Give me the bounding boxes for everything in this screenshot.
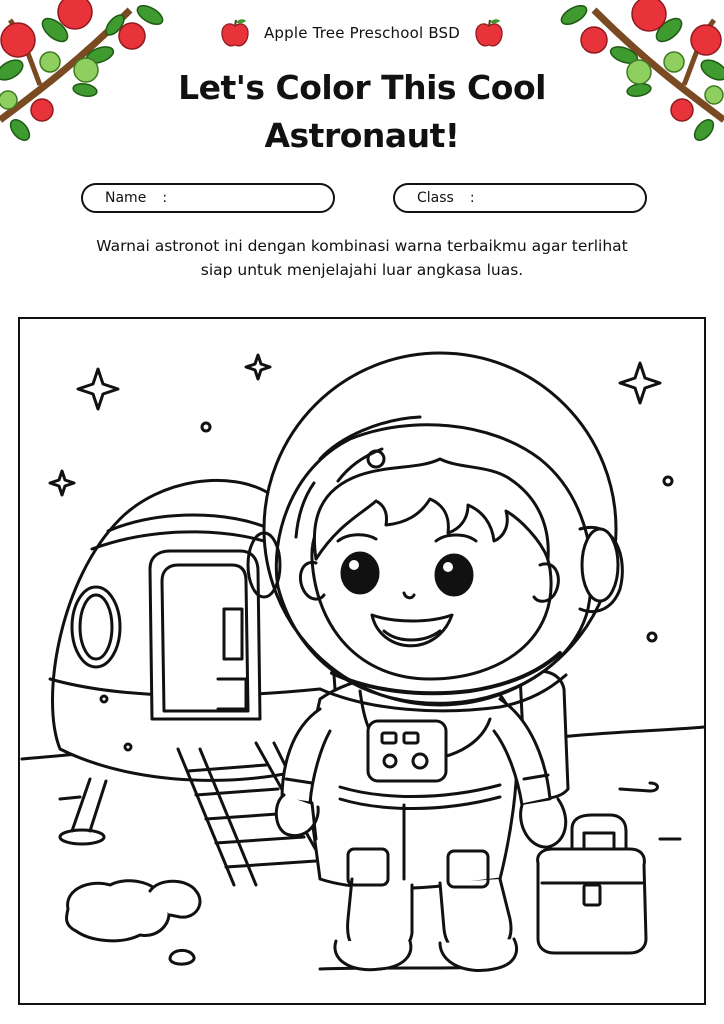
star-icon (50, 471, 74, 495)
star-icon (246, 355, 270, 379)
class-label: Class (417, 190, 454, 206)
class-field[interactable] (393, 183, 647, 213)
page-title (60, 64, 664, 160)
coloring-frame (18, 317, 706, 1005)
school-header (0, 16, 724, 50)
school-name: Apple Tree Preschool BSD (263, 24, 461, 42)
name-field[interactable] (81, 183, 335, 213)
name-label: Name (105, 190, 147, 206)
title-line-1: Let's Color This Cool (178, 68, 546, 107)
class-separator: : (469, 190, 475, 206)
star-icon (620, 363, 660, 403)
apple-icon (474, 17, 504, 49)
astronaut-illustration (20, 319, 704, 1003)
star-icon (78, 369, 118, 409)
instruction-line-2: siap untuk menjelajahi luar angkasa luas. (200, 261, 524, 279)
title-line-2: Astronaut! (264, 116, 460, 155)
instruction-text (50, 234, 674, 282)
name-separator: : (162, 190, 168, 206)
apple-icon (220, 17, 250, 49)
instruction-line-1: Warnai astronot ini dengan kombinasi warna terbaikmu agar terlihat (96, 237, 628, 255)
